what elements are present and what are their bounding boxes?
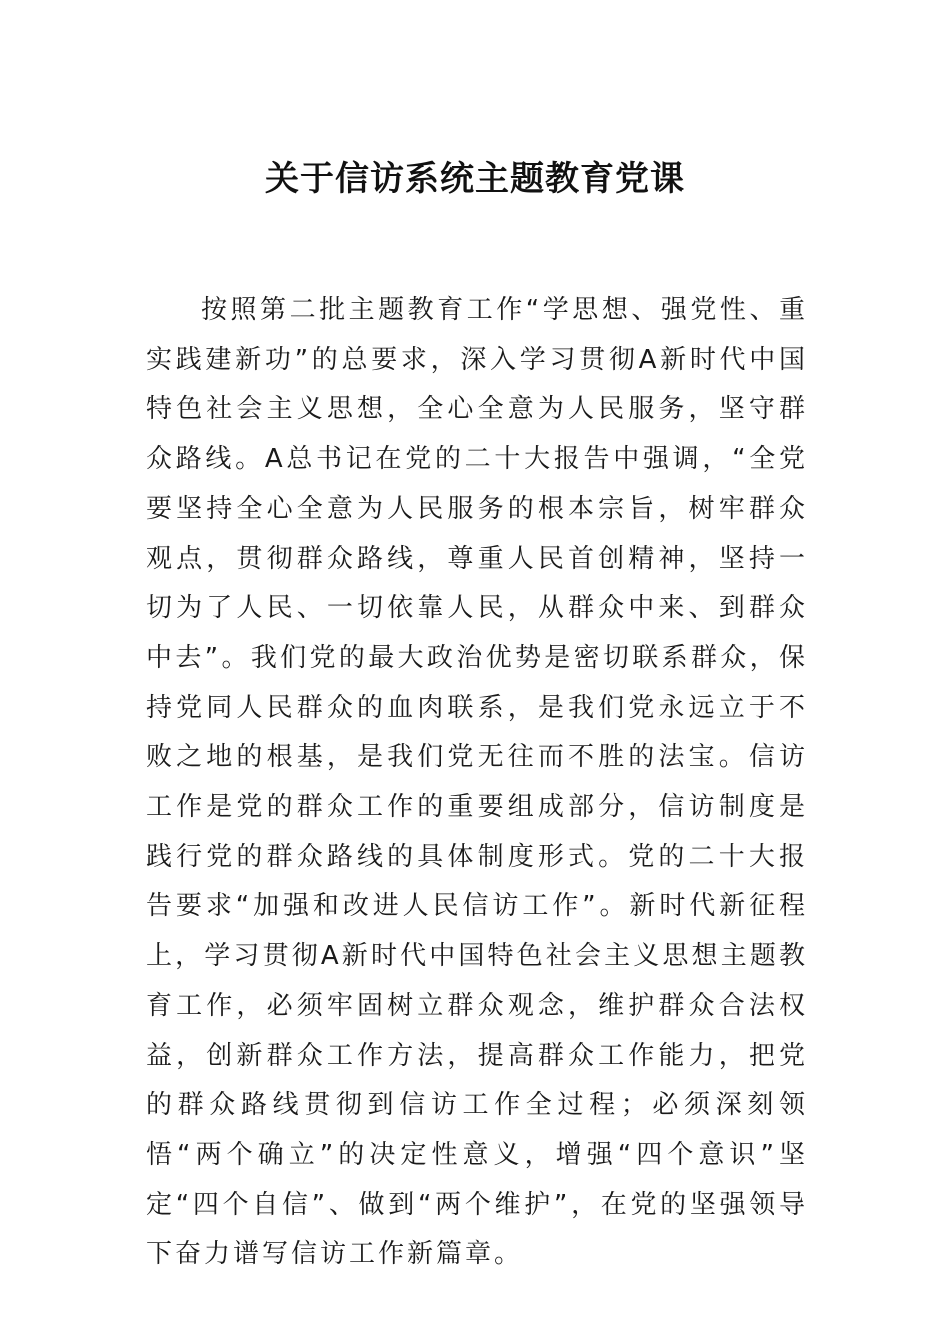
body-paragraph: 按照第二批主题教育工作“学思想、强党性、重实践建新功”的总要求，深入学习贯彻A新时代中国特色社会主义思想，全心全意为人民服务，坚守群众路线。A总书记在党的二十大报告中强调，“全党要坚持全心全意为人民服务的根本宗旨，树牢群众观点，贯彻群众路线，尊重人民首创精神，坚持一切为了人民、一切依靠人民，从群众中来、到群众中去”。我们党的最大政治优势是密切联系群众，保持党同人民群众的血肉联系，是我们党永远立于不败之地的根基，是我们党无往而不胜的法宝。信访工作是党的群众工作的重要组成部分，信访制度是践行党的群众路线的具体制度形式。党的二十大报告要求“加强和改进人民信访工作”。新时代新征程上，学习贯彻A新时代中国特色社会主义思想主题教育工作，必须牢固树立群众观念，维护群众合法权益，创新群众工作方法，提高群众工作能力，把党的群众路线贯彻到信访工作全过程；必须深刻领悟“两个确立”的决定性意义，增强“四个意识”坚定“四个自信”、做到“两个维护”，在党的坚强领导下奋力谱写信访工作新篇章。 [146,295,808,1270]
document-title: 关于信访系统主题教育党课 [265,159,685,199]
